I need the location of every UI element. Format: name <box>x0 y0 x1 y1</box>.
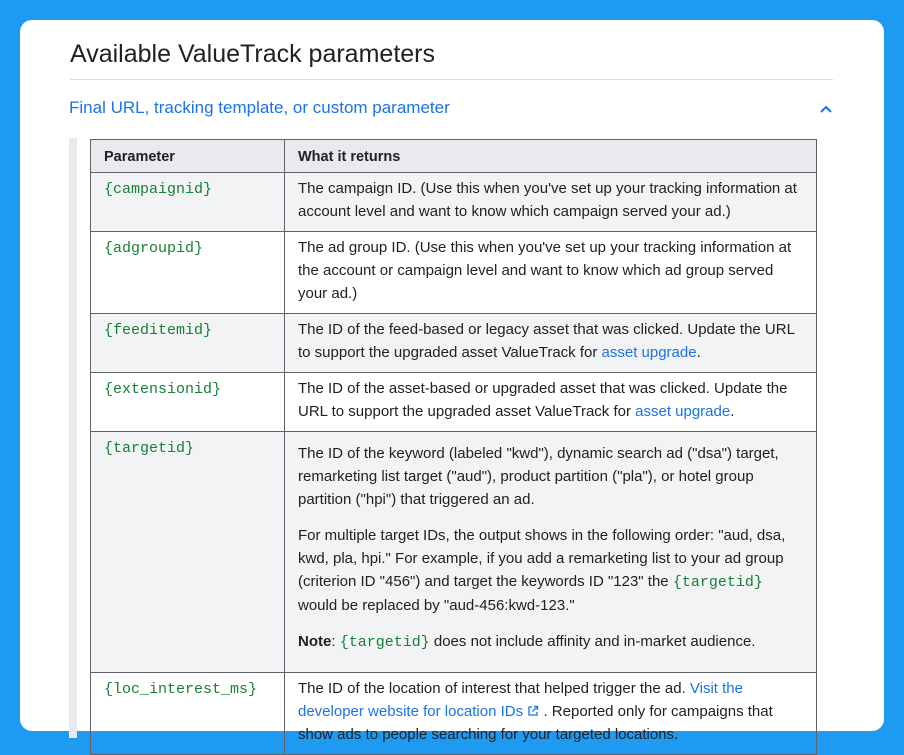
note-text: does not include affinity and in-market audience. <box>429 633 756 650</box>
chevron-up-icon[interactable] <box>817 100 835 118</box>
param-cell <box>91 373 285 432</box>
table-row <box>91 432 817 673</box>
param-cell <box>91 314 285 373</box>
desc-text: . Reported only for campaigns that show ads to people searching for your targeted locations. <box>298 703 773 743</box>
param-cell <box>91 232 285 314</box>
asset-upgrade-link[interactable]: asset upgrade <box>635 403 731 420</box>
note-paragraph <box>298 630 803 664</box>
table-row <box>91 373 817 432</box>
title-divider <box>70 79 833 80</box>
desc-cell <box>285 314 817 373</box>
param-code: {loc_interest_ms} <box>104 681 258 698</box>
note-colon: : <box>331 633 340 650</box>
param-cell <box>91 432 285 673</box>
table-row <box>91 314 817 373</box>
desc-text: The ID of the asset-based or upgraded asset that was clicked. Update the URL to support the upgraded asset ValueTrack for <box>298 380 788 420</box>
note-label: Note <box>298 633 332 650</box>
desc-cell: The ad group ID. (Use this when you've set up your tracking information at the account or campaign level and want to know which ad group served your ad.) <box>285 232 817 314</box>
asset-upgrade-link[interactable]: asset upgrade <box>601 344 697 361</box>
desc-paragraph: The ID of the keyword (labeled "kwd"), dynamic search ad ("dsa") target, remarketing list target ("aud"), product partition ("pla"), or hotel group partition ("hpi") that triggered an ad. <box>298 445 779 508</box>
param-code: {targetid} <box>339 634 430 651</box>
desc-text: The ID of the feed-based or legacy asset that was clicked. Update the URL to support the upgraded asset ValueTrack for <box>298 321 795 361</box>
section-toggle[interactable] <box>69 98 835 122</box>
section-indent-bar <box>69 138 77 738</box>
desc-paragraph <box>298 524 803 617</box>
table-row <box>91 232 817 314</box>
desc-cell <box>285 673 817 755</box>
external-link-icon[interactable] <box>527 705 539 717</box>
table-row <box>91 173 817 232</box>
table-row <box>91 673 817 755</box>
param-cell <box>91 173 285 232</box>
desc-text: The ID of the location of interest that helped trigger the ad. <box>298 680 690 697</box>
param-code: {extensionid} <box>104 381 222 398</box>
desc-cell <box>285 373 817 432</box>
param-cell <box>91 673 285 755</box>
parameters-table <box>90 139 817 755</box>
column-header-parameter: Parameter <box>91 140 285 173</box>
desc-text: . <box>730 403 735 420</box>
page-title: Available ValueTrack parameters <box>70 40 435 68</box>
param-code: {targetid} <box>104 440 195 457</box>
param-code: {adgroupid} <box>104 240 204 257</box>
desc-text: . <box>696 344 701 361</box>
param-code: {campaignid} <box>104 181 213 198</box>
section-title: Final URL, tracking template, or custom parameter <box>69 98 450 117</box>
column-header-returns: What it returns <box>285 140 817 173</box>
content-card <box>20 20 884 743</box>
desc-cell: The campaign ID. (Use this when you've set up your tracking information at account level and want to know which campaign served your ad.) <box>285 173 817 232</box>
table-header-row <box>91 140 817 173</box>
param-code: {feeditemid} <box>104 322 213 339</box>
desc-cell <box>285 432 817 673</box>
desc-text: would be replaced by "aud-456:kwd-123." <box>298 597 575 614</box>
location-ids-link[interactable]: Visit the developer website for location IDs <box>298 680 743 720</box>
param-code: {targetid} <box>672 574 763 591</box>
desc-text: For multiple target IDs, the output shows in the following order: "aud, dsa, kwd, pla, hpi." For example, if you add a remarketing list to your ad group (criterion ID "456") and target the keywords ID "123" the <box>298 527 786 590</box>
